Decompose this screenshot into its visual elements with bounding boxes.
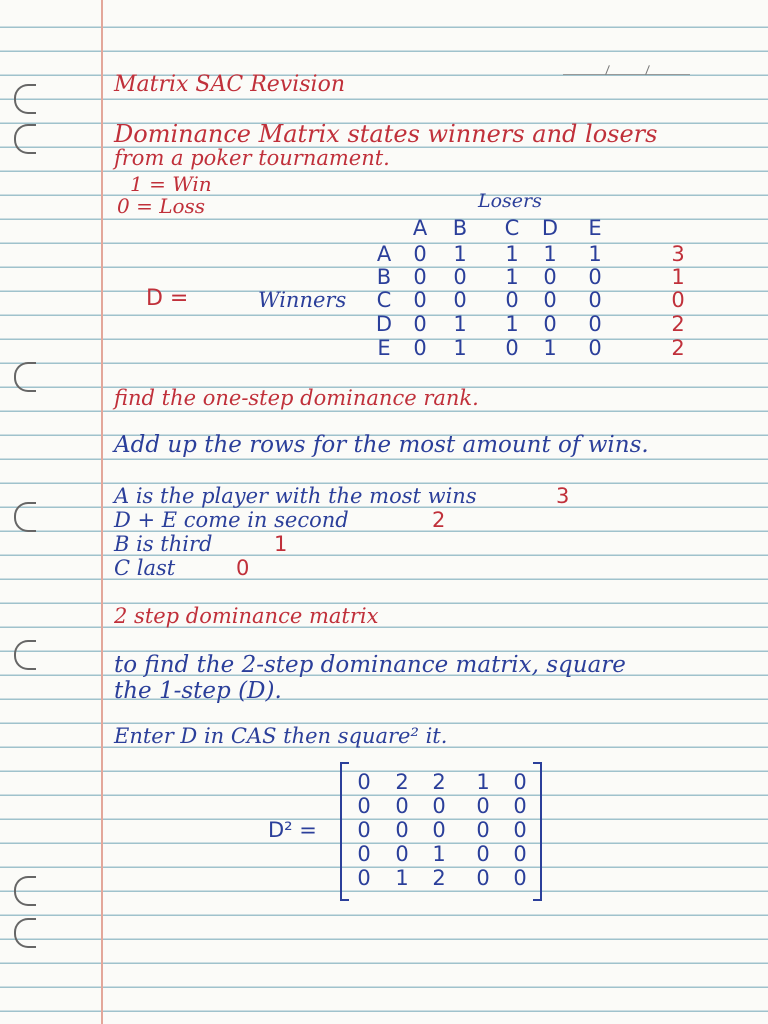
d2-cell: 0 bbox=[357, 818, 371, 842]
matrix-bracket-right bbox=[533, 762, 542, 901]
row-total: 2 bbox=[671, 336, 685, 360]
matrix-bracket-left bbox=[340, 762, 349, 901]
d2-cell: 2 bbox=[395, 770, 409, 794]
matrix-cell: 1 bbox=[453, 242, 467, 266]
matrix-cell: 0 bbox=[413, 312, 427, 336]
two-step-heading: 2 step dominance matrix bbox=[114, 604, 379, 628]
matrix-cell: 0 bbox=[413, 288, 427, 312]
date-line bbox=[563, 71, 690, 75]
matrix-cell: 0 bbox=[413, 336, 427, 360]
matrix-cell: 0 bbox=[588, 312, 602, 336]
d2-cell: 0 bbox=[432, 794, 446, 818]
row-total: 0 bbox=[671, 288, 685, 312]
row-total: 1 bbox=[671, 265, 685, 289]
d2-cell: 0 bbox=[357, 842, 371, 866]
d2-cell: 0 bbox=[357, 866, 371, 890]
d2-cell: 0 bbox=[395, 818, 409, 842]
row-label: B bbox=[376, 265, 392, 289]
d2-cell: 1 bbox=[476, 770, 490, 794]
matrix-cell: 0 bbox=[505, 336, 519, 360]
binder-hole bbox=[14, 124, 36, 154]
matrix-cell: 1 bbox=[543, 336, 557, 360]
matrix-cell: 0 bbox=[453, 265, 467, 289]
row-label: D bbox=[375, 312, 393, 336]
d2-cell: 0 bbox=[432, 818, 446, 842]
matrix-cell: 1 bbox=[588, 242, 602, 266]
matrix-cell: 0 bbox=[413, 242, 427, 266]
binder-hole bbox=[14, 84, 36, 114]
row-label: A bbox=[376, 242, 392, 266]
one-step-heading: find the one-step dominance rank. bbox=[114, 386, 479, 410]
d2-cell: 0 bbox=[395, 842, 409, 866]
matrix-cell: 1 bbox=[453, 336, 467, 360]
d2-cell: 0 bbox=[476, 842, 490, 866]
intro-line-1: Dominance Matrix states winners and losers bbox=[114, 120, 658, 148]
rank-line-4: C last bbox=[114, 556, 176, 580]
rank-value-1: 3 bbox=[556, 484, 570, 508]
matrix-cell: 0 bbox=[588, 336, 602, 360]
row-label: C bbox=[376, 288, 392, 312]
two-step-line-2: the 1-step (D). bbox=[114, 678, 282, 704]
d2-cell: 2 bbox=[432, 866, 446, 890]
rank-line-3: B is third bbox=[114, 532, 213, 556]
col-label: B bbox=[452, 216, 468, 240]
rank-value-3: 1 bbox=[274, 532, 288, 556]
matrix-d-label: D = bbox=[146, 286, 189, 311]
binder-hole bbox=[14, 876, 36, 906]
col-label: E bbox=[588, 216, 602, 240]
binder-hole bbox=[14, 362, 36, 392]
matrix-cell: 0 bbox=[453, 288, 467, 312]
d2-cell: 0 bbox=[357, 794, 371, 818]
losers-label: Losers bbox=[478, 190, 542, 212]
matrix-cell: 0 bbox=[413, 265, 427, 289]
d2-cell: 2 bbox=[432, 770, 446, 794]
cas-instruction: Enter D in CAS then square² it. bbox=[114, 724, 448, 748]
col-label: A bbox=[412, 216, 428, 240]
one-step-instruction: Add up the rows for the most amount of wins. bbox=[114, 432, 649, 458]
col-label: C bbox=[504, 216, 520, 240]
matrix-cell: 1 bbox=[453, 312, 467, 336]
matrix-cell: 0 bbox=[588, 288, 602, 312]
intro-line-2: from a poker tournament. bbox=[114, 146, 390, 170]
rank-line-2: D + E come in second bbox=[114, 508, 349, 532]
d2-cell: 0 bbox=[513, 770, 527, 794]
d2-cell: 0 bbox=[357, 770, 371, 794]
row-total: 3 bbox=[671, 242, 685, 266]
matrix-cell: 1 bbox=[543, 242, 557, 266]
matrix-cell: 1 bbox=[505, 242, 519, 266]
d2-cell: 0 bbox=[513, 842, 527, 866]
rank-line-1: A is the player with the most wins bbox=[114, 484, 477, 508]
matrix-cell: 0 bbox=[543, 288, 557, 312]
rank-value-2: 2 bbox=[432, 508, 446, 532]
binder-hole bbox=[14, 640, 36, 670]
matrix-cell: 0 bbox=[505, 288, 519, 312]
col-label: D bbox=[541, 216, 559, 240]
rank-value-4: 0 bbox=[236, 556, 250, 580]
legend-loss: 0 = Loss bbox=[117, 194, 206, 218]
d2-cell: 0 bbox=[513, 866, 527, 890]
matrix-cell: 0 bbox=[543, 265, 557, 289]
d2-cell: 0 bbox=[476, 794, 490, 818]
winners-label: Winners bbox=[258, 288, 347, 312]
d2-cell: 0 bbox=[476, 818, 490, 842]
matrix-d-squared-label: D² = bbox=[268, 818, 317, 842]
d2-cell: 0 bbox=[513, 794, 527, 818]
binder-hole bbox=[14, 502, 36, 532]
matrix-cell: 1 bbox=[505, 312, 519, 336]
margin-line bbox=[101, 0, 103, 1024]
d2-cell: 0 bbox=[476, 866, 490, 890]
row-total: 2 bbox=[671, 312, 685, 336]
d2-cell: 0 bbox=[513, 818, 527, 842]
row-label: E bbox=[377, 336, 391, 360]
legend-win: 1 = Win bbox=[130, 172, 212, 196]
matrix-cell: 0 bbox=[543, 312, 557, 336]
two-step-line-1: to find the 2-step dominance matrix, square bbox=[114, 652, 626, 678]
matrix-cell: 1 bbox=[505, 265, 519, 289]
d2-cell: 0 bbox=[395, 794, 409, 818]
binder-hole bbox=[14, 918, 36, 948]
d2-cell: 1 bbox=[432, 842, 446, 866]
page-title: Matrix SAC Revision bbox=[114, 72, 346, 97]
matrix-cell: 0 bbox=[588, 265, 602, 289]
d2-cell: 1 bbox=[395, 866, 409, 890]
